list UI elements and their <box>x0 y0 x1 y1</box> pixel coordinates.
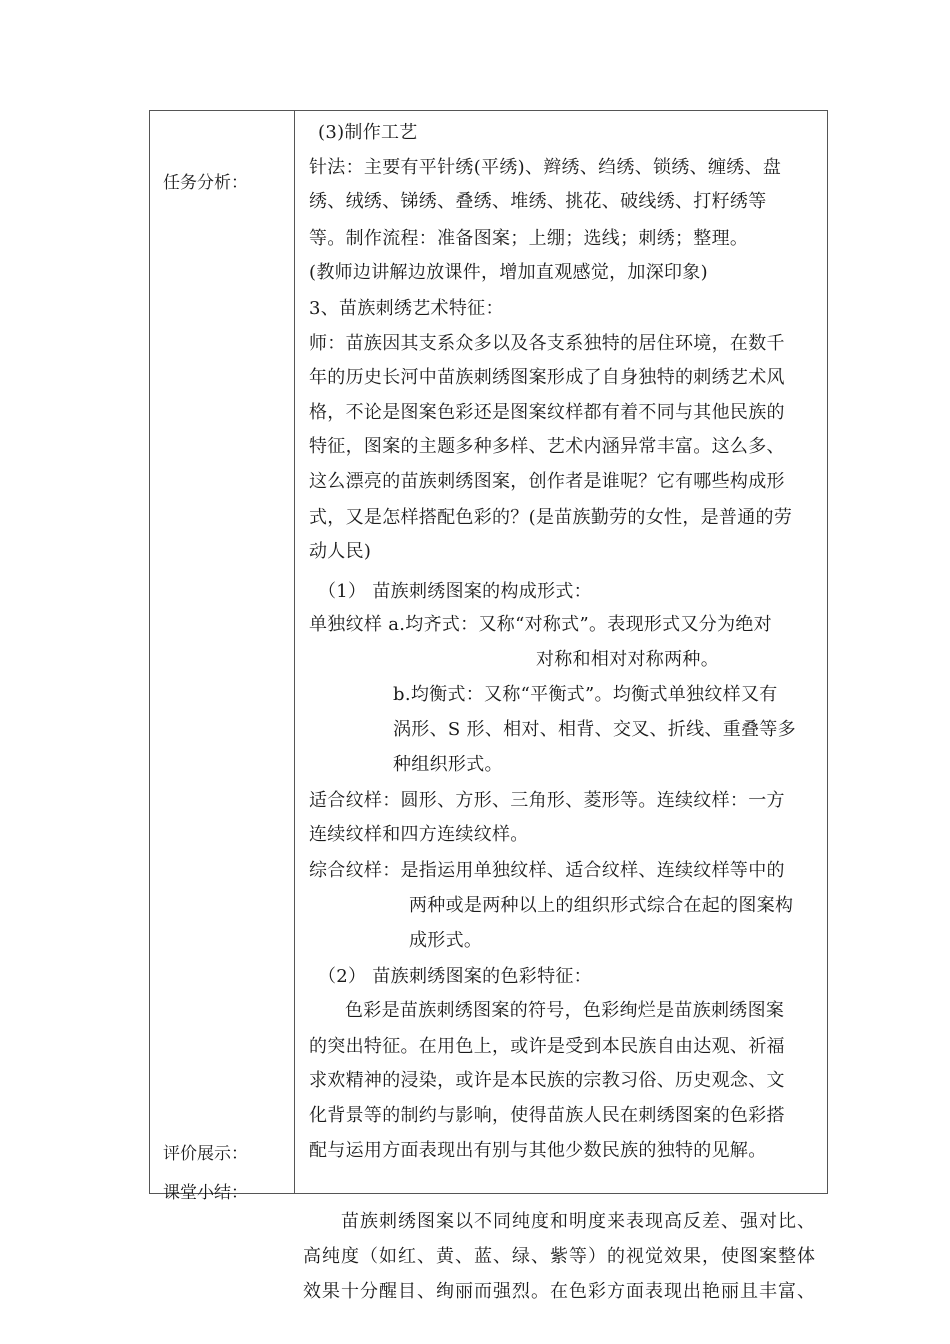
text-line: (教师边讲解边放课件，增加直观感觉，加深印象) <box>309 262 708 283</box>
subsection-heading: （2） 苗族刺绣图案的色彩特征： <box>318 966 592 987</box>
text-line: 格，不论是图案色彩还是图案纹样都有着不同与其他民族的 <box>309 402 785 423</box>
text-line: b.均衡式：又称“平衡式”。均衡式单独纹样又有 <box>393 684 778 705</box>
text-line: 式，又是怎样搭配色彩的？(是苗族勤劳的女性，是普通的劳 <box>309 507 793 528</box>
label-summary: 课堂小结： <box>163 1183 248 1203</box>
paragraph-line: 高纯度（如红、黄、蓝、绿、紫等）的视觉效果，使图案整体 <box>303 1246 816 1267</box>
text-line: 这么漂亮的苗族刺绣图案，创作者是谁呢？它有哪些构成形 <box>309 471 785 492</box>
text-line: 针法：主要有平针绣(平绣)、辫绣、绉绣、锁绣、缠绣、盘 <box>309 157 782 178</box>
paragraph-line: 苗族刺绣图案以不同纯度和明度来表现高反差、强对比、 <box>341 1211 816 1232</box>
text-line: 求欢精神的浸染，或许是本民族的宗教习俗、历史观念、文 <box>309 1070 785 1091</box>
text-line: 对称和相对对称两种。 <box>536 649 719 670</box>
text-line: 化背景等的制约与影响，使得苗族人民在刺绣图案的色彩搭 <box>309 1105 785 1126</box>
label-task-analysis: 任务分析： <box>163 173 248 193</box>
text-line: 种组织形式。 <box>393 754 503 775</box>
text-line: 连续纹样和四方连续纹样。 <box>309 824 529 845</box>
text-line: 适合纹样：圆形、方形、三角形、菱形等。连续纹样：一方 <box>309 790 785 811</box>
text-line: 两种或是两种以上的组织形式综合在起的图案构 <box>409 895 794 916</box>
text-line: 年的历史长河中苗族刺绣图案形成了自身独特的刺绣艺术风 <box>309 367 785 388</box>
text-line: 特征，图案的主题多种多样、艺术内涵异常丰富。这么多、 <box>309 436 785 457</box>
text-line: 涡形、S 形、相对、相背、交叉、折线、重叠等多 <box>393 719 796 740</box>
text-line: (3)制作工艺 <box>318 122 418 143</box>
subsection-heading: （1） 苗族刺绣图案的构成形式： <box>318 581 592 602</box>
text-line: 成形式。 <box>409 930 483 951</box>
text-line: 动人民) <box>309 541 372 562</box>
text-line: 综合纹样：是指运用单独纹样、适合纹样、连续纹样等中的 <box>309 860 785 881</box>
text-line: 色彩是苗族刺绣图案的符号，色彩绚烂是苗族刺绣图案 <box>345 1000 785 1021</box>
column-divider <box>294 110 295 1194</box>
paragraph-line: 效果十分醒目、绚丽而强烈。在色彩方面表现出艳丽且丰富、 <box>303 1281 816 1302</box>
text-line: 单独纹样 a.均齐式：又称“对称式”。表现形式又分为绝对 <box>309 614 772 635</box>
text-line: 等。制作流程：准备图案；上绷；选线；刺绣；整理。 <box>309 228 749 249</box>
text-line: 的突出特征。在用色上，或许是受到本民族自由达观、祈福 <box>309 1036 785 1057</box>
text-line: 绣、绒绣、锑绣、叠绣、堆绣、挑花、破线绣、打籽绣等 <box>309 191 767 212</box>
section-heading: 3、苗族刺绣艺术特征： <box>309 298 504 319</box>
text-line: 师：苗族因其支系众多以及各支系独特的居住环境，在数千 <box>309 333 785 354</box>
label-evaluation: 评价展示： <box>163 1144 248 1164</box>
text-line: 配与运用方面表现出有别与其他少数民族的独特的见解。 <box>309 1140 767 1161</box>
